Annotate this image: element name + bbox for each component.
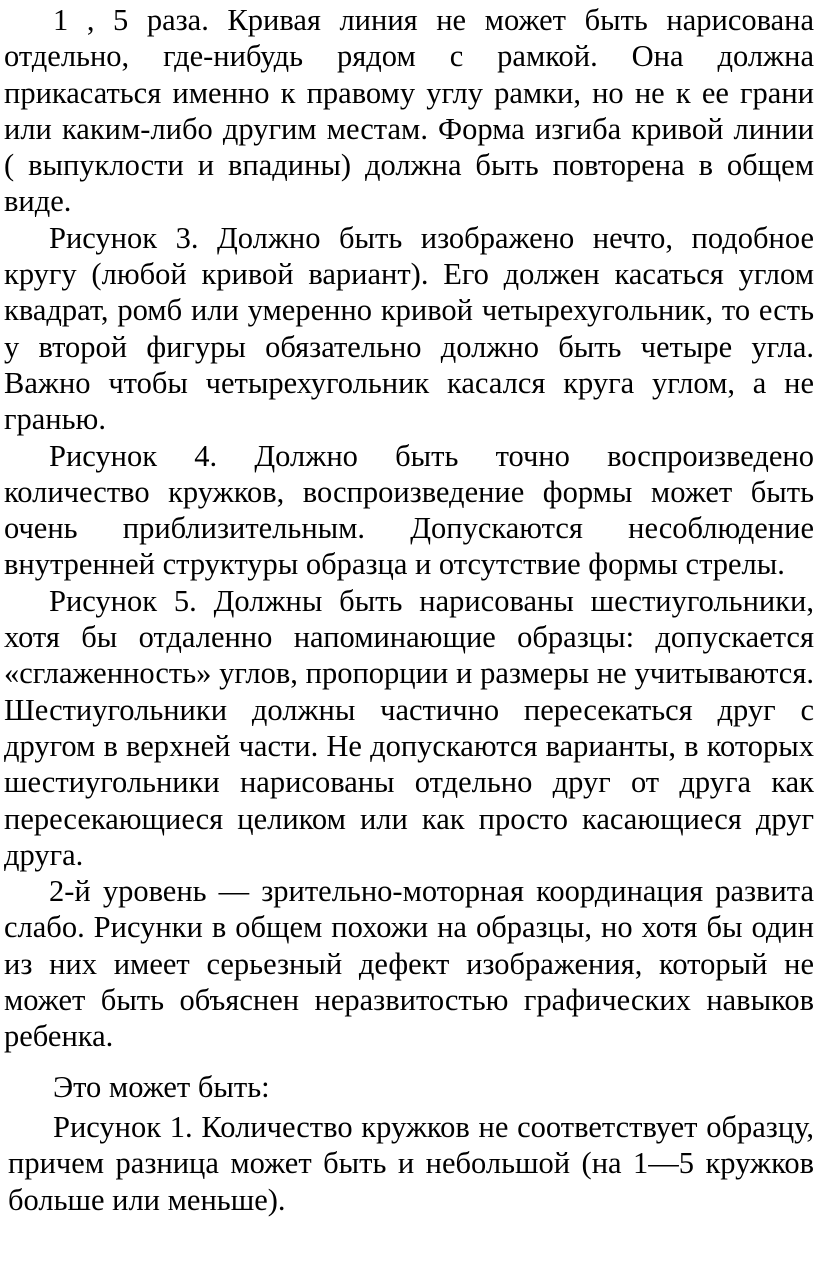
paragraph-figure-3: Рисунок 3. Должно быть изображено нечто, подобное кругу (любой кривой вариант). Его должен касаться углом квадрат, ромб или умеренно кривой четырехугольник, то есть у второй фигуры обязательно должно быть четыре угла. Важно чтобы четырехугольник касался круга углом, а не гранью.: [4, 220, 814, 437]
paragraph-figure-5: Рисунок 5. Должны быть нарисованы шестиугольники, хотя бы отдаленно напоминающие образцы: допускается «сглаженность» углов, пропорции и размеры не учитываются. Шестиугольники должны частично пересекаться друг с другом в верхней части. Не допускаются варианты, в которых шестиугольники нарисованы отдельно друг от друга как пересекающиеся целиком или как просто касающиеся друг друга.: [4, 583, 814, 872]
paragraph-level-2: 2-й уровень — зрительно-моторная координация развита слабо. Рисунки в общем похожи на образцы, но хотя бы один из них имеет серьезный дефект изображения, который не может быть объяснен неразвитостью графических навыков ребенка.: [4, 874, 814, 1054]
paragraph-figure-1-defect: Рисунок 1. Количество кружков не соответствует образцу, причем разница может быть и небольшой (на 1—5 кружков больше или меньше).: [8, 1109, 814, 1217]
paragraph-this-may-be: Это может быть:: [53, 1069, 270, 1104]
paragraph-figure-2-continued: 1 , 5 раза. Кривая линия не может быть нарисована отдельно, где-нибудь рядом с рамкой. Она должна прикасаться именно к правому углу рамки, но не к ее грани или каким-либо другим местам. Форма изгиба кривой линии ( выпуклости и впадины) должна быть повторена в общем виде.: [4, 3, 814, 219]
paragraph-figure-4: Рисунок 4. Должно быть точно воспроизведено количество кружков, воспроизведение формы может быть очень приблизительным. Допускаются несоблюдение внутренней структуры образца и отсутствие формы стрелы.: [4, 438, 814, 582]
